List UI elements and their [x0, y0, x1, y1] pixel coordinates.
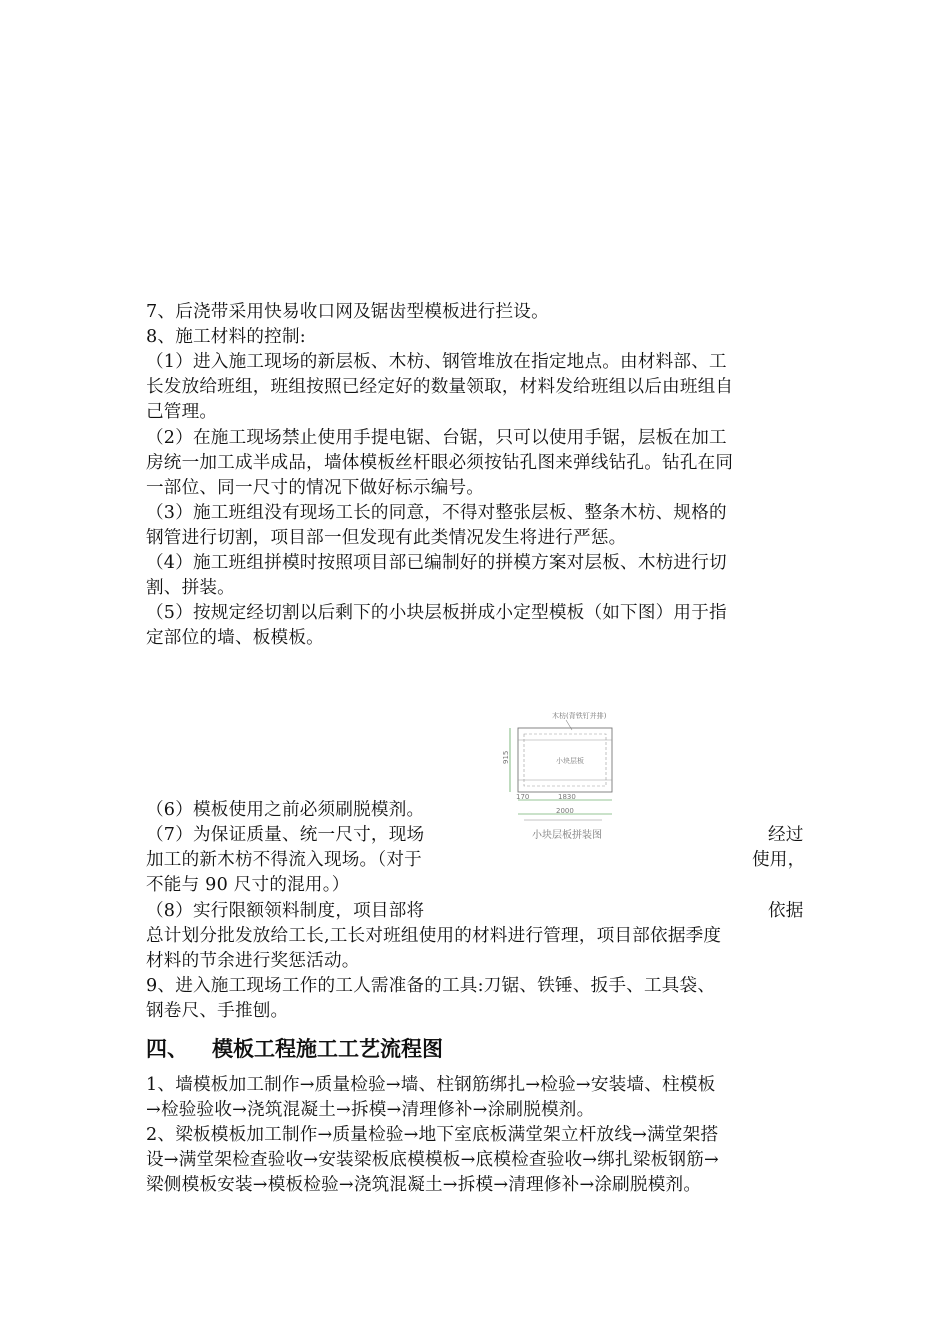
center-label: 小块层板 [556, 757, 584, 765]
text-line: 定部位的墙、板模板。 [146, 628, 324, 648]
board-assembly-drawing [488, 704, 638, 856]
text-line: 8、施工材料的控制: [146, 327, 306, 347]
text-line: （3）施工班组没有现场工长的同意，不得对整张层板、整条木枋、规格的 [146, 503, 727, 523]
section-heading [146, 1033, 443, 1063]
top-label: 木枋(背铁钉并排) [552, 712, 607, 720]
text-line: 设→满堂架检查验收→安装梁板底模模板→底模检查验收→绑扎梁板钢筋→ [146, 1150, 719, 1170]
text-line: （4）施工班组拼模时按照项目部已编制好的拼模方案对层板、木枋进行切 [146, 553, 727, 573]
section-number: 四、 [146, 1037, 188, 1061]
text-line: 9、进入施工现场工作的工人需准备的工具:刀锯、铁锤、扳手、工具袋、 [146, 976, 716, 996]
text-line: 加工的新木枋不得流入现场。（对于 [146, 850, 422, 870]
text-line: （1）进入施工现场的新层板、木枋、钢管堆放在指定地点。由材料部、工 [146, 352, 727, 372]
text-line-tail: 经过 [768, 825, 804, 845]
section-title: 模板工程施工工艺流程图 [212, 1037, 443, 1061]
board-assembly-figure [488, 704, 638, 856]
text-line: 材料的节余进行奖惩活动。 [146, 951, 360, 971]
text-line: （6）模板使用之前必须刷脱模剂。 [146, 800, 425, 820]
text-line: （2）在施工现场禁止使用手提电锯、台锯，只可以使用手锯，层板在加工 [146, 428, 727, 448]
text-line: 梁侧模板安装→模板检验→浇筑混凝土→拆模→清理修补→涂刷脱模剂。 [146, 1175, 702, 1195]
text-line: 总计划分批发放给工长,工长对班组使用的材料进行管理，项目部依据季度 [146, 926, 722, 946]
text-line: 1、墙模板加工制作→质量检验→墙、柱钢筋绑扎→检验→安装墙、柱模板 [146, 1075, 716, 1095]
text-line: （7）为保证质量、统一尺寸，现场 [146, 825, 425, 845]
text-line: 钢卷尺、手推刨。 [146, 1001, 289, 1021]
text-line: （5）按规定经切割以后剩下的小块层板拼成小定型模板（如下图）用于指 [146, 603, 727, 623]
leader-line [566, 720, 572, 730]
total-width-dimension: 2000 [556, 807, 574, 815]
text-line: 一部位、同一尺寸的情况下做好标示编号。 [146, 478, 485, 498]
text-line: 不能与 90 尺寸的混用。） [146, 875, 350, 895]
text-line-tail: 使用， [752, 850, 806, 870]
text-line: 钢管进行切割，项目部一但发现有此类情况发生将进行严惩。 [146, 528, 627, 548]
height-dimension: 915 [502, 750, 510, 764]
text-line: 7、后浇带采用快易收口网及锯齿型模板进行拦设。 [146, 302, 549, 322]
text-line: 割、拼装。 [146, 578, 235, 598]
text-line: →检验验收→浇筑混凝土→拆模→清理修补→涂刷脱模剂。 [146, 1100, 595, 1120]
left-dimension: 170 [516, 793, 530, 801]
figure-caption: 小块层板拼装图 [532, 830, 602, 841]
text-line: 长发放给班组，班组按照已经定好的数量领取，材料发给班组以后由班组自 [146, 377, 734, 397]
text-line: （8）实行限额领料制度，项目部将 [146, 901, 425, 921]
text-line: 2、梁板模板加工制作→质量检验→地下室底板满堂架立杆放线→满堂架搭 [146, 1125, 719, 1145]
inner-width-dimension: 1830 [558, 793, 576, 801]
text-line-tail: 依据 [768, 901, 804, 921]
text-line: 己管理。 [146, 402, 218, 422]
text-line: 房统一加工成半成品，墙体模板丝杆眼必须按钻孔图来弹线钻孔。钻孔在同 [146, 453, 734, 473]
